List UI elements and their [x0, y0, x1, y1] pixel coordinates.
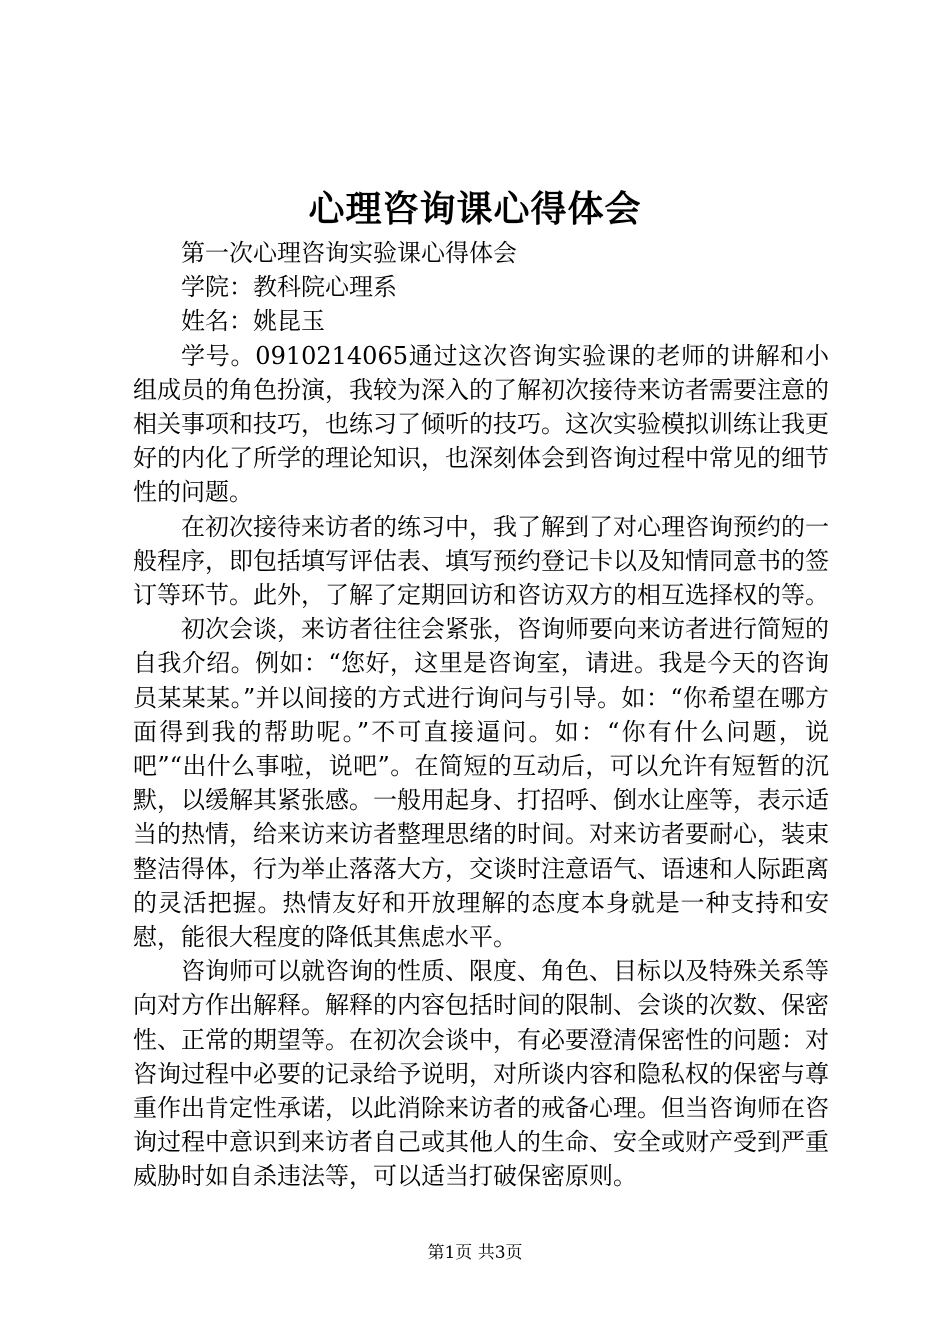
name-paragraph: 姓名：姚昆玉 [181, 307, 325, 336]
page-number-footer: 第1页 共3页 [427, 1243, 523, 1263]
body-paragraph: 学号。0910214065通过这次咨询实验课的老师的讲解和小组成员的角色扮演，我较为深入的了解初次接待来访者需要注意的相关事项和技巧，也练习了倾听的技巧。这次实验模拟训练让我更好的内化了所学的理论知识，也深刻体会到咨询过程中常见的细节性的问题。 [133, 341, 829, 507]
college-paragraph: 学院：教科院心理系 [181, 273, 397, 302]
document-title: 心理咨询课心得体会 [308, 188, 642, 230]
document-body [133, 236, 829, 1194]
body-paragraph: 咨询师可以就咨询的性质、限度、角色、目标以及特殊关系等向对方作出解释。解释的内容包括时间的限制、会谈的次数、保密性、正常的期望等。在初次会谈中，有必要澄清保密性的问题：对咨询过程中必要的记录给予说明，对所谈内容和隐私权的保密与尊重作出肯定性承诺，以此消除来访者的戒备心理。但当咨询师在咨询过程中意识到来访者自己或其他人的生命、安全或财产受到严重威胁时如自杀违法等，可以适当打破保密原则。 [133, 957, 829, 1191]
subtitle-paragraph: 第一次心理咨询实验课心得体会 [181, 239, 517, 267]
body-paragraph: 在初次接待来访者的练习中，我了解到了对心理咨询预约的一般程序，即包括填写评估表、填写预约登记卡以及知情同意书的签订等环节。此外，了解了定期回访和咨访双方的相互选择权的等。 [133, 512, 829, 610]
body-paragraph: 初次会谈，来访者往往会紧张，咨询师要向来访者进行简短的自我介绍。例如：“您好，这里是咨询室，请进。我是今天的咨询员某某某。”并以间接的方式进行询问与引导。如：“你希望在哪方面得到我的帮助呢。”不可直接逼问。如：“你有什么问题，说吧”“出什么事啦，说吧”。在简短的互动后，可以允许有短暂的沉默，以缓解其紧张感。一般用起身、打招呼、倒水让座等，表示适当的热情，给来访来访者整理思绪的时间。对来访者要耐心，装束整洁得体，行为举止落落大方，交谈时注意语气、语速和人际距离的灵活把握。热情友好和开放理解的态度本身就是一种支持和安慰，能很大程度的降低其焦虑水平。 [133, 615, 829, 952]
